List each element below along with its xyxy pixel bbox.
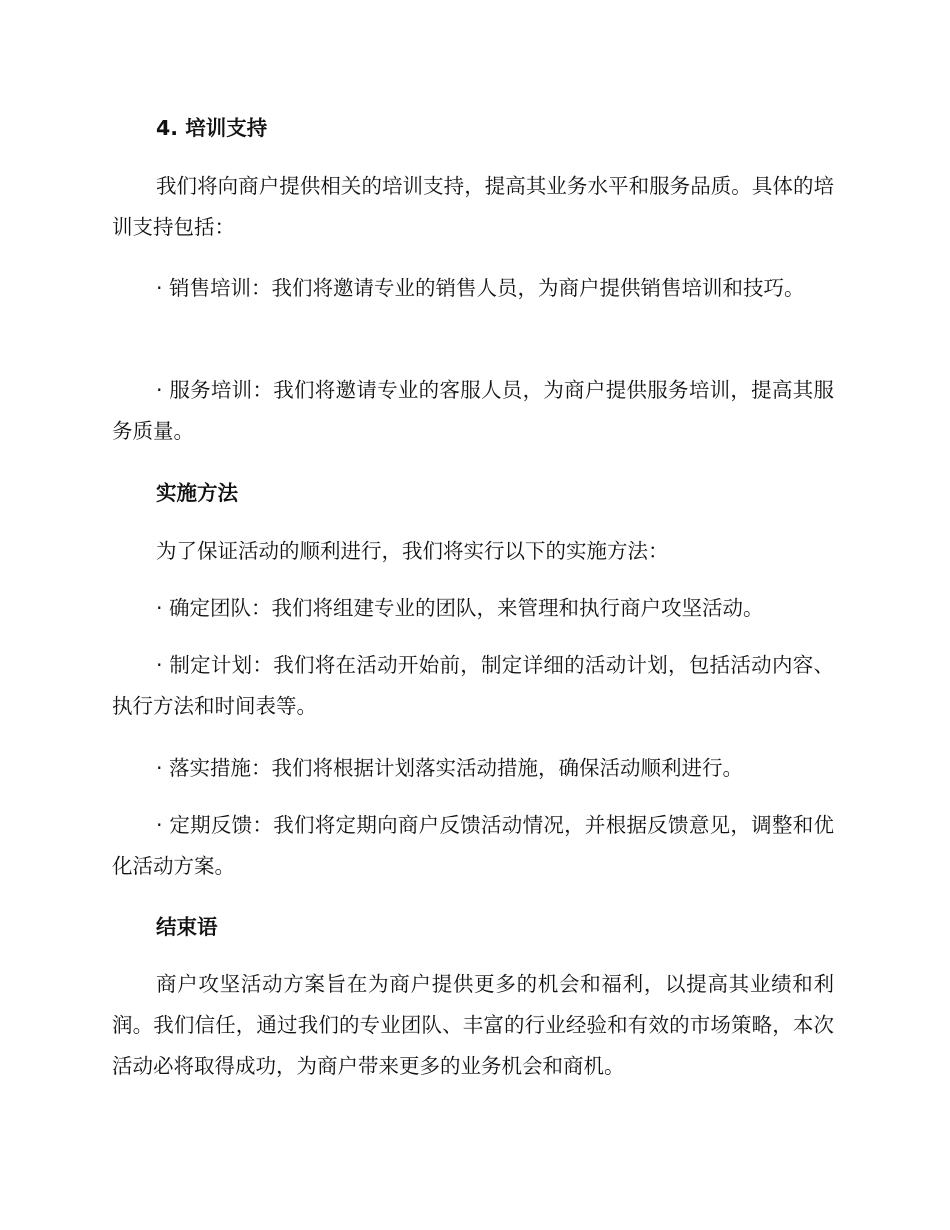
implementation-bullet-feedback: · 定期反馈：我们将定期向商户反馈活动情况，并根据反馈意见，调整和优化活动方案。 bbox=[112, 813, 834, 878]
implementation-bullet-measures: · 落实措施：我们将根据计划落实活动措施，确保活动顺利进行。 bbox=[156, 756, 744, 780]
implementation-bullet-team: · 确定团队：我们将组建专业的团队，来管理和执行商户攻坚活动。 bbox=[156, 596, 764, 620]
conclusion-paragraph: 商户攻坚活动方案旨在为商户提供更多的机会和福利，以提高其业绩和利润。我们信任，通过我们的专业团队、丰富的行业经验和有效的市场策略，本次活动必将取得成功，为商户带来更多的业务机会和商机。 bbox=[112, 972, 834, 1078]
implementation-bullet-plan: · 制定计划：我们将在活动开始前，制定详细的活动计划，包括活动内容、执行方法和时间表等。 bbox=[112, 653, 834, 718]
section-heading-conclusion: 结束语 bbox=[156, 915, 218, 939]
training-bullet-sales: · 销售培训：我们将邀请专业的销售人员，为商户提供销售培训和技巧。 bbox=[156, 276, 805, 300]
training-intro-paragraph: 我们将向商户提供相关的培训支持，提高其业务水平和服务品质。具体的培训支持包括： bbox=[112, 174, 834, 239]
section-heading-training: 4. 培训支持 bbox=[156, 116, 268, 140]
implementation-intro-paragraph: 为了保证活动的顺利进行，我们将实行以下的实施方法： bbox=[156, 539, 669, 563]
training-bullet-service: · 服务培训：我们将邀请专业的客服人员，为商户提供服务培训，提高其服务质量。 bbox=[112, 378, 834, 443]
section-heading-implementation: 实施方法 bbox=[156, 481, 238, 505]
